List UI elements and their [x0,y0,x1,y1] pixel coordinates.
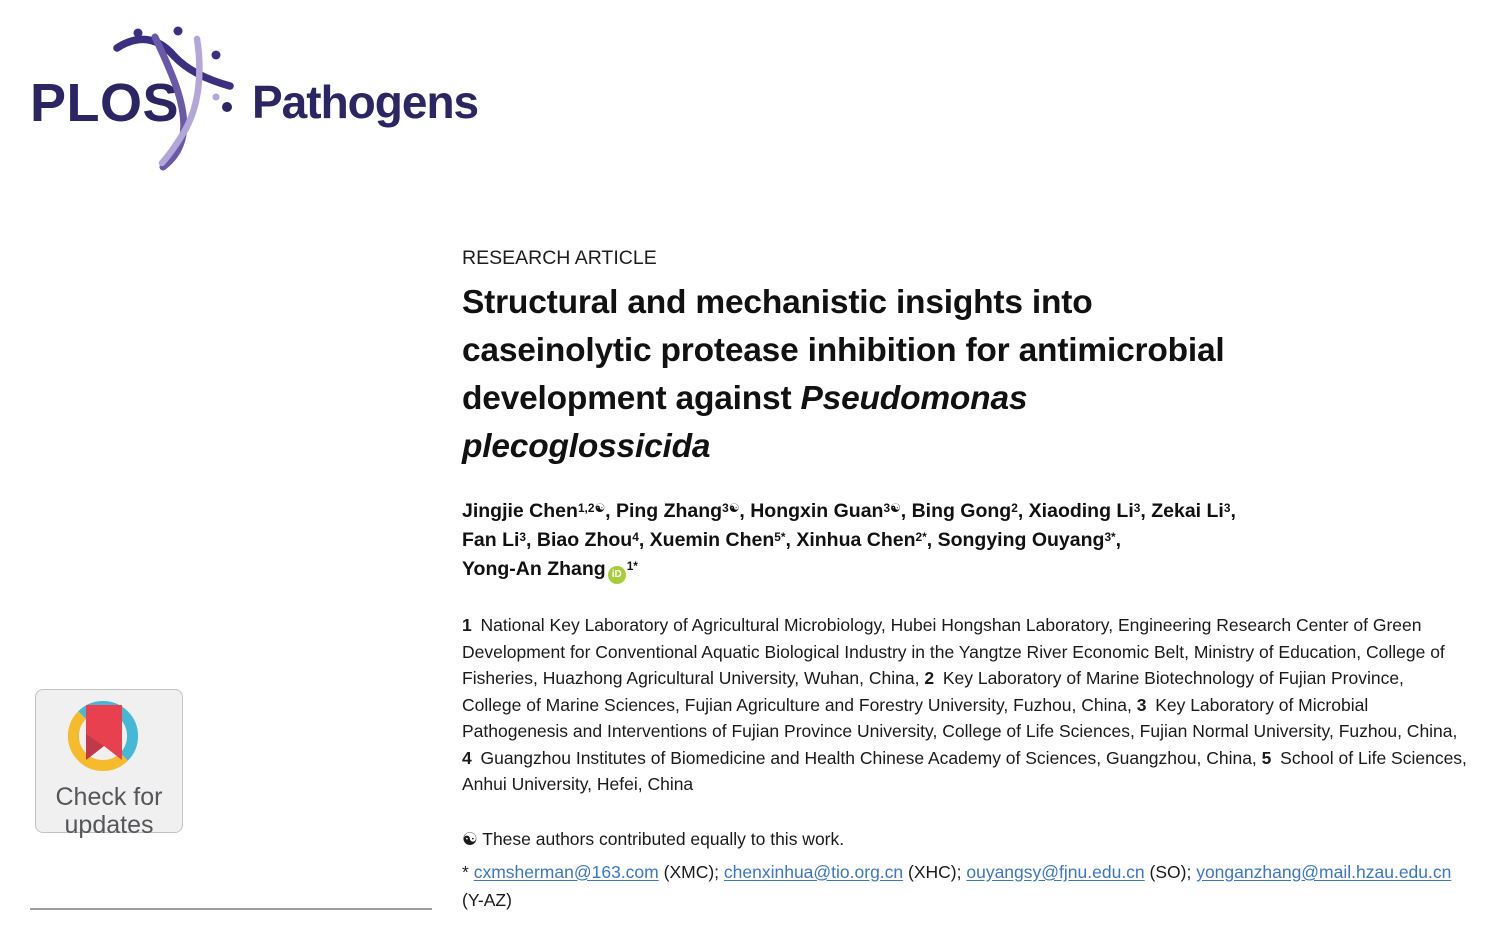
title-segment: Structural and mechanistic insights into [462,284,1093,321]
correspondence-note: * cxmsherman@163.com (XMC); chenxinhua@tio.org.cn (XHC); ouyangsy@fjnu.edu.cn (SO); yonganzhang@mail.hzau.edu.cn (Y-AZ) [462,861,1452,910]
affiliation-number: 1 [462,615,472,635]
article-type-label: RESEARCH ARTICLE [462,247,657,269]
author-affiliation-superscript: 1* [626,558,638,573]
email-link[interactable]: cxmsherman@163.com [473,861,659,882]
orcid-icon[interactable]: iD [608,566,626,584]
affiliations: 1 National Key Laboratory of Agricultural Microbiology, Hubei Hongshan Laboratory, Engineering Research Center of Green Development for Conventional Aquatic Biological Industry in the Yangtze River Economic Belt, Ministry of Education, College of Fisheries, Huazhong Agricultural University, Wuhan, China, 2 Key Laboratory of Marine Biotechnology of Fujian Province, College of Marine Sciences, Fujian Agriculture and Forestry University, Fuzhou, China, 3 Key Laboratory of Microbial Pathogenesis and Interventions of Fujian Province University, College of Life Sciences, Fujian Normal University, Fuzhou, China, 4 Guangzhou Institutes of Biomedicine and Health Chinese Academy of Sciences, Guangzhou, China, 5 School of Life Sciences, Anhui University, Hefei, China [462,615,1467,794]
author-affiliation-superscript: 2 [1011,500,1018,515]
equal-contribution-text: These authors contributed equally to this work. [482,828,845,849]
badge-label [36,783,182,839]
article-title [462,279,1467,471]
affiliation-number: 3 [1136,694,1147,715]
title-segment: caseinolytic protease inhibition for antimicrobial [462,332,1225,369]
check-for-updates-badge[interactable] [35,689,183,839]
author: Hongxin Guan$^{3☯}$, [750,500,907,522]
author-affiliation-superscript: 3☯ [883,500,901,515]
author: Fan Li$^3$, [462,529,532,551]
title-segment: development against [462,380,801,417]
author: Zekai Li$^3$, [1151,500,1236,522]
author-affiliation-superscript: 4 [632,529,639,544]
title-italic-segment: Pseudomonas [800,380,1028,417]
author: Jingjie Chen$^{1,2☯}$, [462,500,611,522]
author-affiliation-superscript: 3☯ [722,500,740,515]
article-header [462,247,1467,914]
affiliation-number: 2 [924,668,935,688]
author: Xuemin Chen$^{5*}$, [649,529,791,551]
author: Ping Zhang$^{3☯}$, [615,500,745,522]
author-affiliation-superscript: 1,2☯ [577,500,606,515]
sidebar-divider [30,908,432,910]
plos-pathogens-logo [30,8,500,186]
email-link[interactable]: ouyangsy@fjnu.edu.cn [966,861,1145,882]
author: Bing Gong$^2$, [911,500,1024,522]
equal-contribution-note [462,826,1467,853]
badge-label-line1: Check for [55,783,163,811]
author-affiliation-superscript: 3* [1104,529,1116,544]
email-link[interactable]: chenxinhua@tio.org.cn [723,861,904,882]
author: Songying Ouyang$^{3*}$, [937,529,1122,551]
badge-label-line2: updates [64,811,154,839]
author-affiliation-superscript: 3 [1223,500,1231,515]
author: Xinhua Chen$^{2*}$, [796,529,933,551]
email-link[interactable]: yonganzhang@mail.hzau.edu.cn [1196,861,1452,882]
plos-wordmark: PLOS [30,73,180,133]
author-affiliation-superscript: 5* [774,529,786,544]
title-italic-segment: plecoglossicida [462,428,711,465]
author-affiliation-superscript: 3 [519,529,527,544]
plos-logo-mark-icon [112,20,237,175]
author: Yong-An Zhang $iD^{1*}$ [462,558,638,580]
author-affiliation-superscript: 2* [915,529,927,544]
author-list [462,497,1467,584]
author-affiliation-superscript: 3 [1133,500,1141,515]
affiliation-number: 5 [1261,747,1272,768]
crossmark-icon [36,694,184,782]
affiliation-number: 4 [462,747,472,768]
author: Xiaoding Li$^3$, [1028,500,1146,522]
journal-name: Pathogens [252,76,479,128]
author: Biao Zhou$^4$, [536,529,645,551]
yin-yang-icon: ☯ [462,828,478,849]
